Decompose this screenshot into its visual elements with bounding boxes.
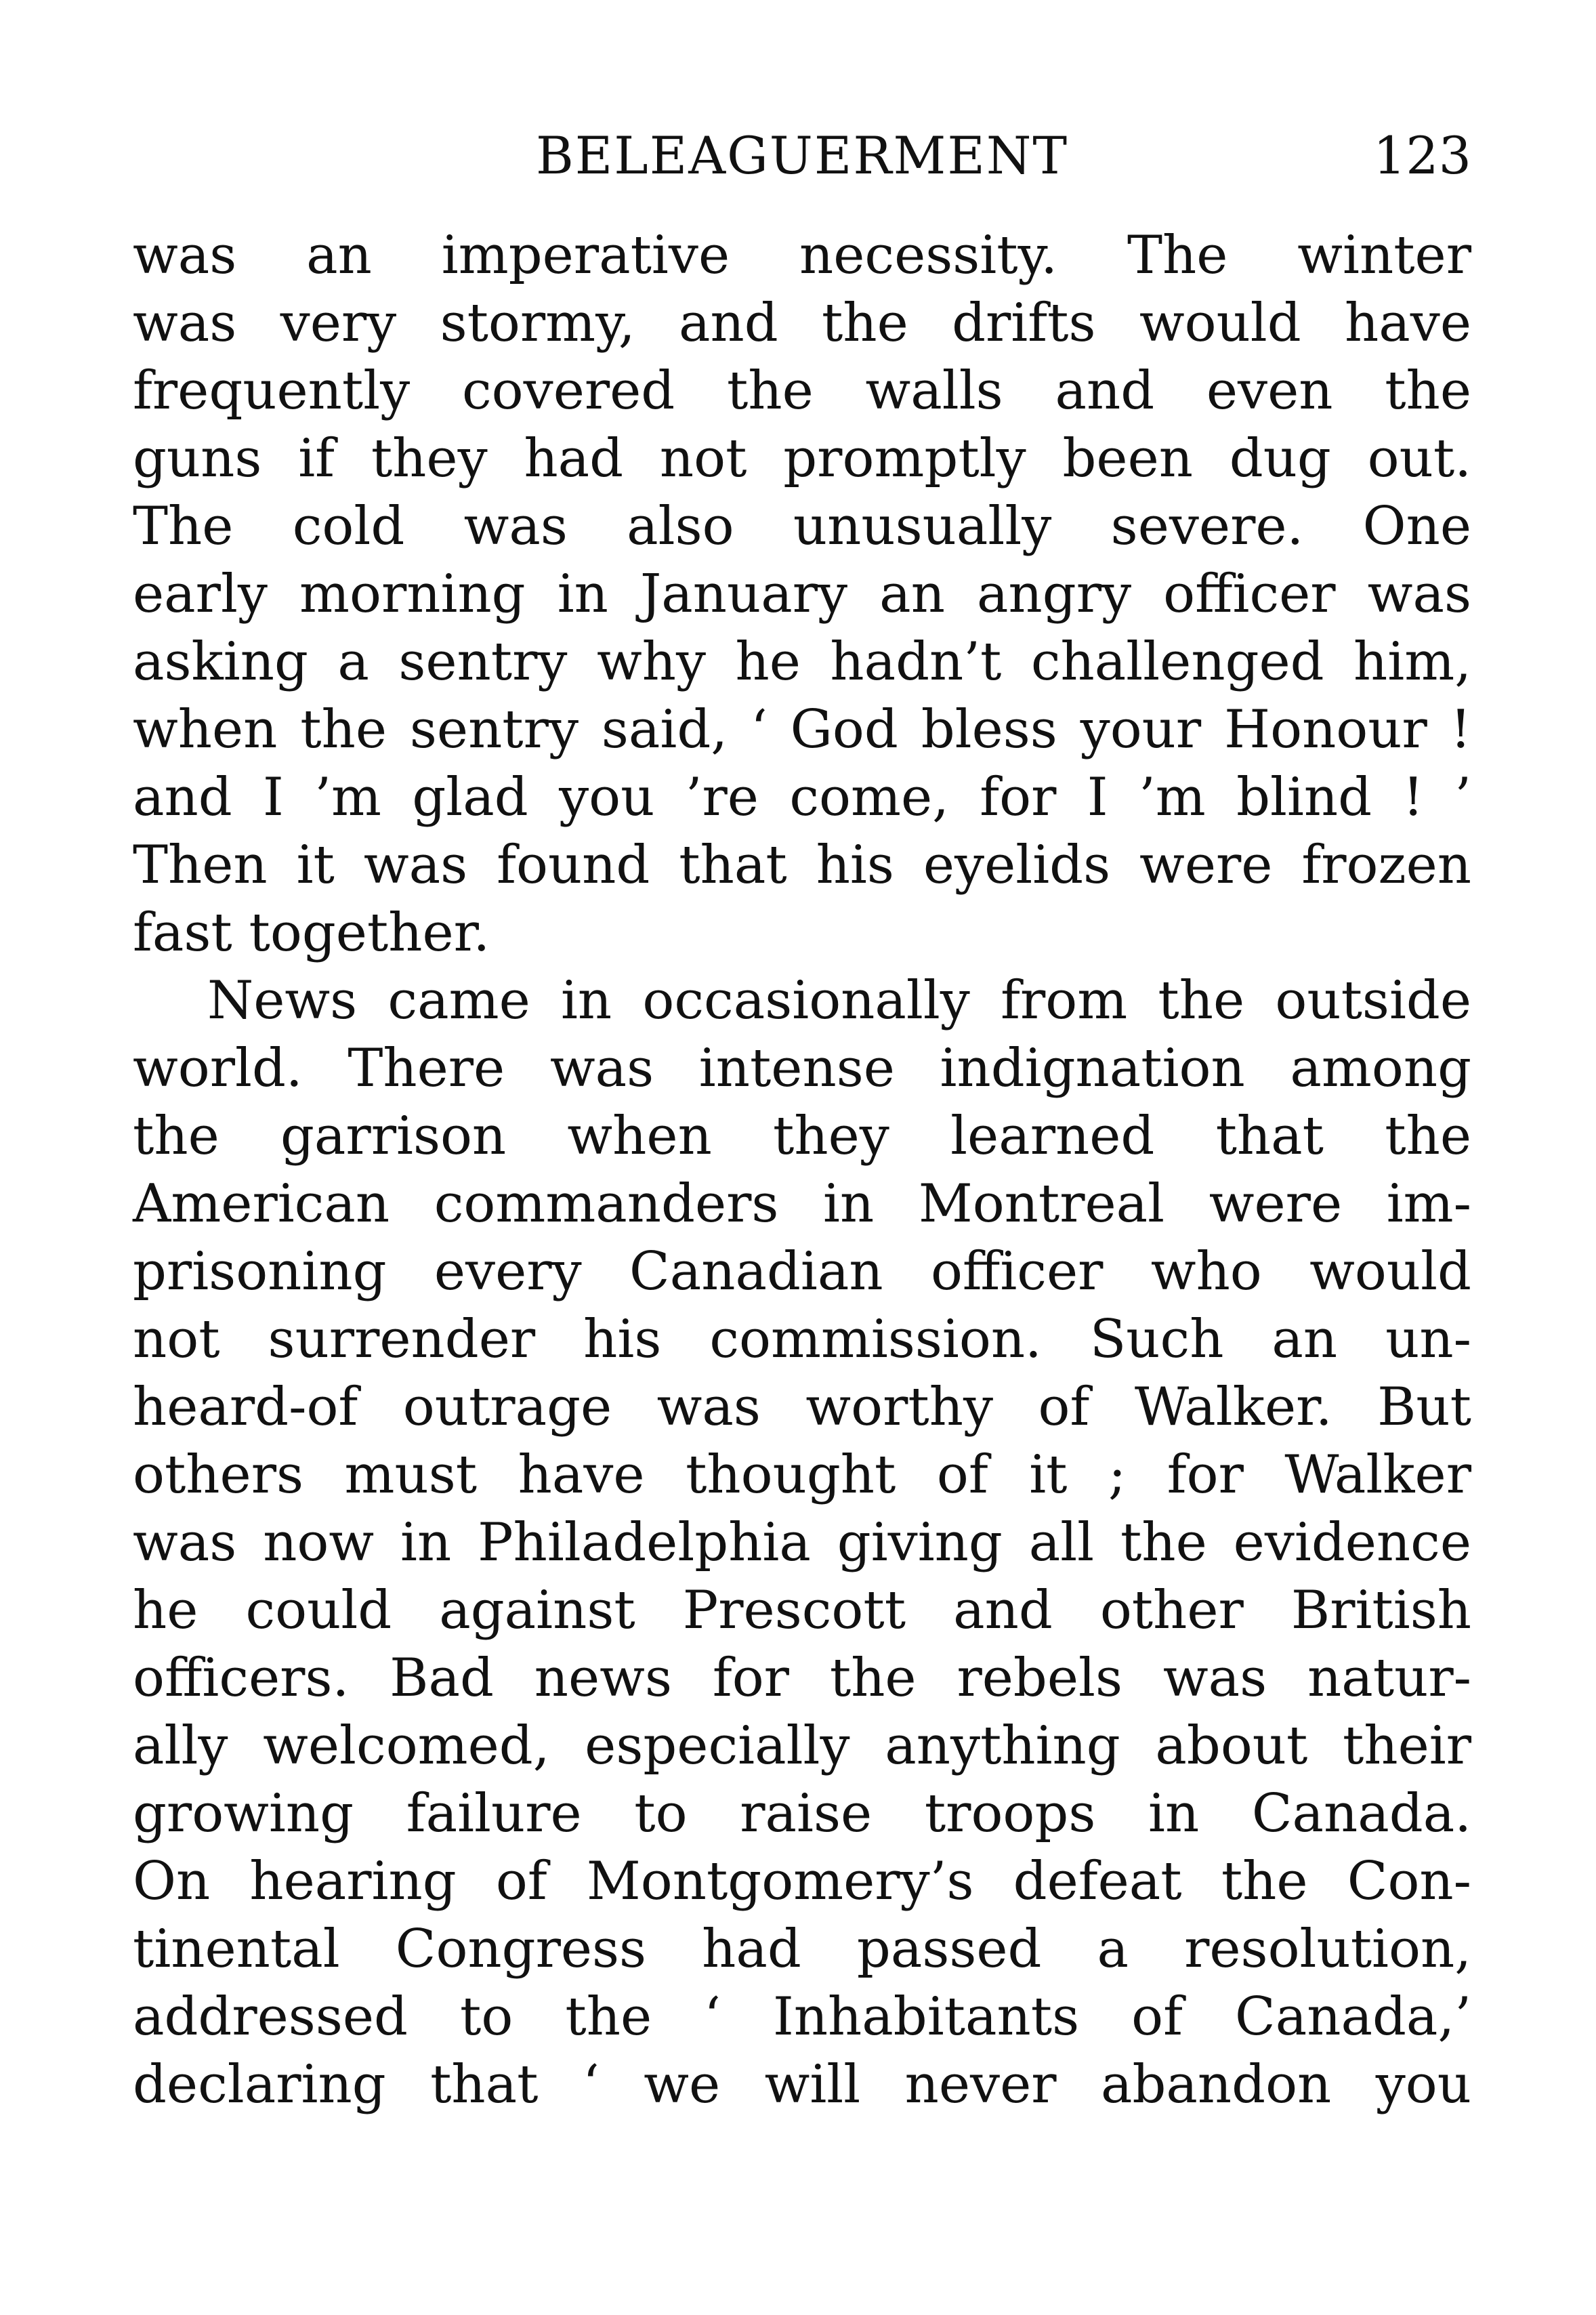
- text-line: fast together.: [133, 902, 490, 963]
- text-line: guns if they had not promptly been dug out.: [133, 428, 1471, 489]
- text-line: frequently covered the walls and even the: [133, 360, 1471, 421]
- text-line: not surrender his commission. Such an un-: [133, 1309, 1471, 1370]
- page-number: 123: [1372, 125, 1471, 186]
- text-line: world. There was intense indignation among: [133, 1038, 1471, 1099]
- text-line: early morning in January an angry officer was: [133, 564, 1471, 625]
- text-line: was an imperative necessity. The winter: [133, 225, 1471, 286]
- text-line: the garrison when they learned that the: [133, 1106, 1471, 1167]
- running-title: BELEAGUERMENT: [535, 125, 1069, 186]
- text-line: was now in Philadelphia giving all the evidence: [133, 1512, 1471, 1573]
- text-line: addressed to the ‘ Inhabitants of Canada,’: [133, 1986, 1471, 2047]
- text-line: declaring that ‘ we will never abandon you: [133, 2054, 1471, 2115]
- text-line: prisoning every Canadian officer who would: [133, 1241, 1471, 1302]
- text-line: heard-of outrage was worthy of Walker. But: [133, 1377, 1471, 1438]
- text-line: others must have thought of it ; for Walker: [133, 1444, 1471, 1505]
- text-line: On hearing of Montgomery’s defeat the Con-: [133, 1851, 1471, 1912]
- running-head: [133, 115, 1471, 196]
- text-line: officers. Bad news for the rebels was natur-: [133, 1648, 1471, 1709]
- text-line: was very stormy, and the drifts would have: [133, 293, 1471, 354]
- text-line: ally welcomed, especially anything about their: [133, 1715, 1471, 1776]
- text-line: asking a sentry why he hadn’t challenged him,: [133, 631, 1471, 692]
- text-line: American commanders in Montreal were im-: [133, 1173, 1471, 1234]
- text-line: growing failure to raise troops in Canada.: [133, 1783, 1471, 1844]
- text-line: he could against Prescott and other British: [133, 1580, 1471, 1641]
- text-line: The cold was also unusually severe. One: [133, 496, 1471, 557]
- text-line: tinental Congress had passed a resolution,: [133, 1919, 1471, 1980]
- body-text: [133, 222, 1471, 2119]
- text-line: and I ’m glad you ’re come, for I ’m blind ! ’: [133, 767, 1471, 828]
- paragraph-start-line: News came in occasionally from the outside: [207, 970, 1471, 1031]
- text-line: when the sentry said, ‘ God bless your Honour !: [133, 699, 1471, 760]
- text-line: Then it was found that his eyelids were frozen: [133, 835, 1471, 896]
